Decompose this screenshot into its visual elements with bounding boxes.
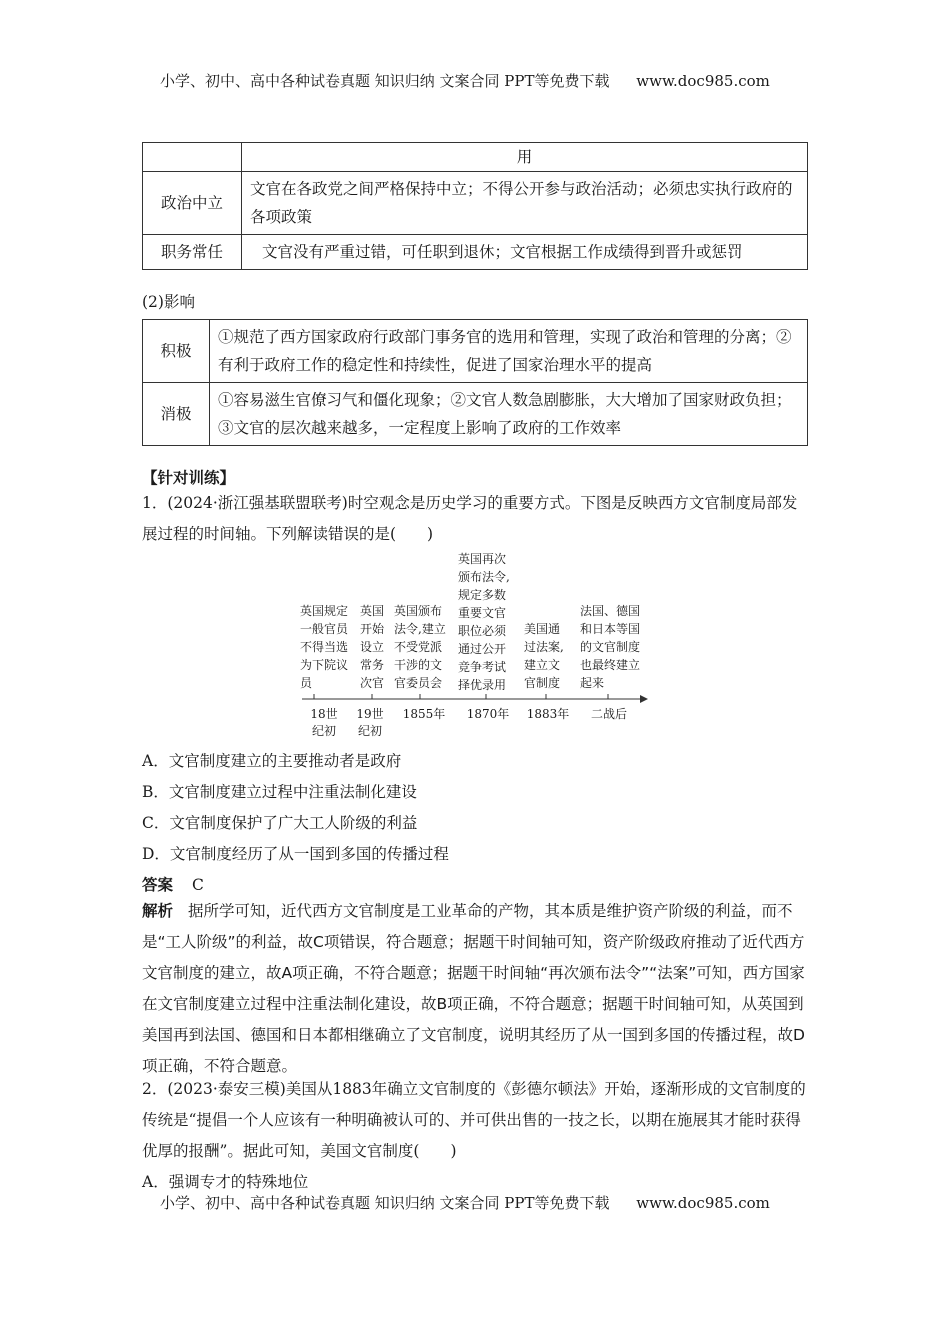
timeline-tick: 二战后 — [590, 707, 627, 721]
row-label: 职务常任 — [143, 235, 242, 270]
row-label: 政治中立 — [143, 172, 242, 235]
row-content: ①规范了西方国家政府行政部门事务官的选用和管理，实现了政治和管理的分离；②有利于政府工作的稳定性和持续性，促进了国家治理水平的提高 — [210, 320, 808, 383]
header-url: www.doc985.com — [636, 72, 770, 90]
practice-title: 【针对训练】 — [142, 469, 236, 487]
timeline-event: 英国规定一般官员不得当选为下院议员 — [300, 604, 349, 690]
analysis-label: 解析 — [142, 902, 174, 920]
timeline-tick: 1870年 — [466, 707, 510, 721]
question-2-stem: 2．(2023·泰安三模)美国从1883年确立文官制度的《彭德尔顿法》开始，逐渐形成的文官制度的传统是“提倡一个人应该有一种明确被认可的、并可供出售的一技之长，以期在施展其才能时获得优厚的报酬”。据此可知，美国文官制度( ) — [142, 1080, 806, 1160]
page-footer — [160, 1192, 770, 1213]
option-a: A．文官制度建立的主要推动者是政府 — [142, 752, 402, 770]
footer-url: www.doc985.com — [636, 1194, 770, 1212]
table-row — [143, 143, 808, 172]
civil-service-features-table — [142, 142, 808, 270]
timeline-tick: 19世纪初 — [356, 707, 384, 738]
analysis-text: 据所学可知，近代西方文官制度是工业革命的产物，其本质是维护资产阶级的利益，而不是“工人阶级”的利益，故C项错误，符合题意；据题干时间轴可知，资产阶级政府推动了近代西方文官制度的建立，故A项正确，不符合题意；据题干时间轴“再次颁布法令”“法案”可知，西方国家在文官制度建立过程中注重法制化建设，故B项正确，不符合题意；据题干时间轴可知，从英国到美国再到法国、德国和日本都相继确立了文官制度，说明其经历了从一国到多国的传播过程，故D项正确，不符合题意。 — [142, 902, 805, 1075]
header-text: 小学、初中、高中各种试卷真题 知识归纳 文案合同 PPT等免费下载 — [160, 72, 610, 90]
timeline-tick: 1883年 — [526, 707, 570, 721]
timeline-event: 英国再次颁布法令,规定多数重要文官职位必须通过公开竞争考试择优录用 — [458, 552, 510, 692]
table-row — [143, 235, 808, 270]
timeline-event: 英国开始设立常务次官 — [360, 604, 385, 690]
row-label: 积极 — [143, 320, 210, 383]
section-title: (2)影响 — [142, 293, 195, 311]
page-header — [160, 70, 770, 91]
footer-text: 小学、初中、高中各种试卷真题 知识归纳 文案合同 PPT等免费下载 — [160, 1194, 610, 1212]
option-d: D．文官制度经历了从一国到多国的传播过程 — [142, 845, 449, 863]
option-b: B．文官制度建立过程中注重法制化建设 — [142, 783, 417, 801]
table-row — [143, 320, 808, 383]
table-row — [143, 172, 808, 235]
row-content: 文官在各政党之间严格保持中立；不得公开参与政治活动；必须忠实执行政府的各项政策 — [242, 172, 808, 235]
row-content: ①容易滋生官僚习气和僵化现象；②文官人数急剧膨胀，大大增加了国家财政负担；③文官的层次越来越多，一定程度上影响了政府的工作效率 — [210, 383, 808, 446]
timeline-figure — [290, 548, 670, 743]
table-cell: 用 — [242, 143, 808, 172]
answer-value: C — [191, 876, 204, 894]
influence-table — [142, 319, 808, 446]
option-c: C．文官制度保护了广大工人阶级的利益 — [142, 814, 418, 832]
row-content: 文官没有严重过错，可任职到退休；文官根据工作成绩得到晋升或惩罚 — [242, 235, 808, 270]
answer-line — [142, 873, 204, 895]
table-row — [143, 383, 808, 446]
timeline-axis — [290, 693, 670, 707]
timeline-tick: 18世纪初 — [310, 707, 338, 738]
timeline-event: 法国、德国和日本等国的文官制度也最终建立起来 — [580, 604, 641, 690]
timeline-tick: 1855年 — [402, 707, 446, 721]
question-1-stem: 1．(2024·浙江强基联盟联考)时空观念是历史学习的重要方式。下图是反映西方文官制度局部发展过程的时间轴。下列解读错误的是( ) — [142, 494, 798, 543]
timeline-event: 美国通过法案,建立文官制度 — [524, 622, 564, 690]
answer-label: 答案 — [142, 876, 174, 894]
row-label: 消极 — [143, 383, 210, 446]
analysis-paragraph — [142, 896, 810, 1082]
q2-option-a: A．强调专才的特殊地位 — [142, 1173, 309, 1191]
timeline-event: 英国颁布法令,建立不受党派干涉的文官委员会 — [394, 604, 446, 690]
